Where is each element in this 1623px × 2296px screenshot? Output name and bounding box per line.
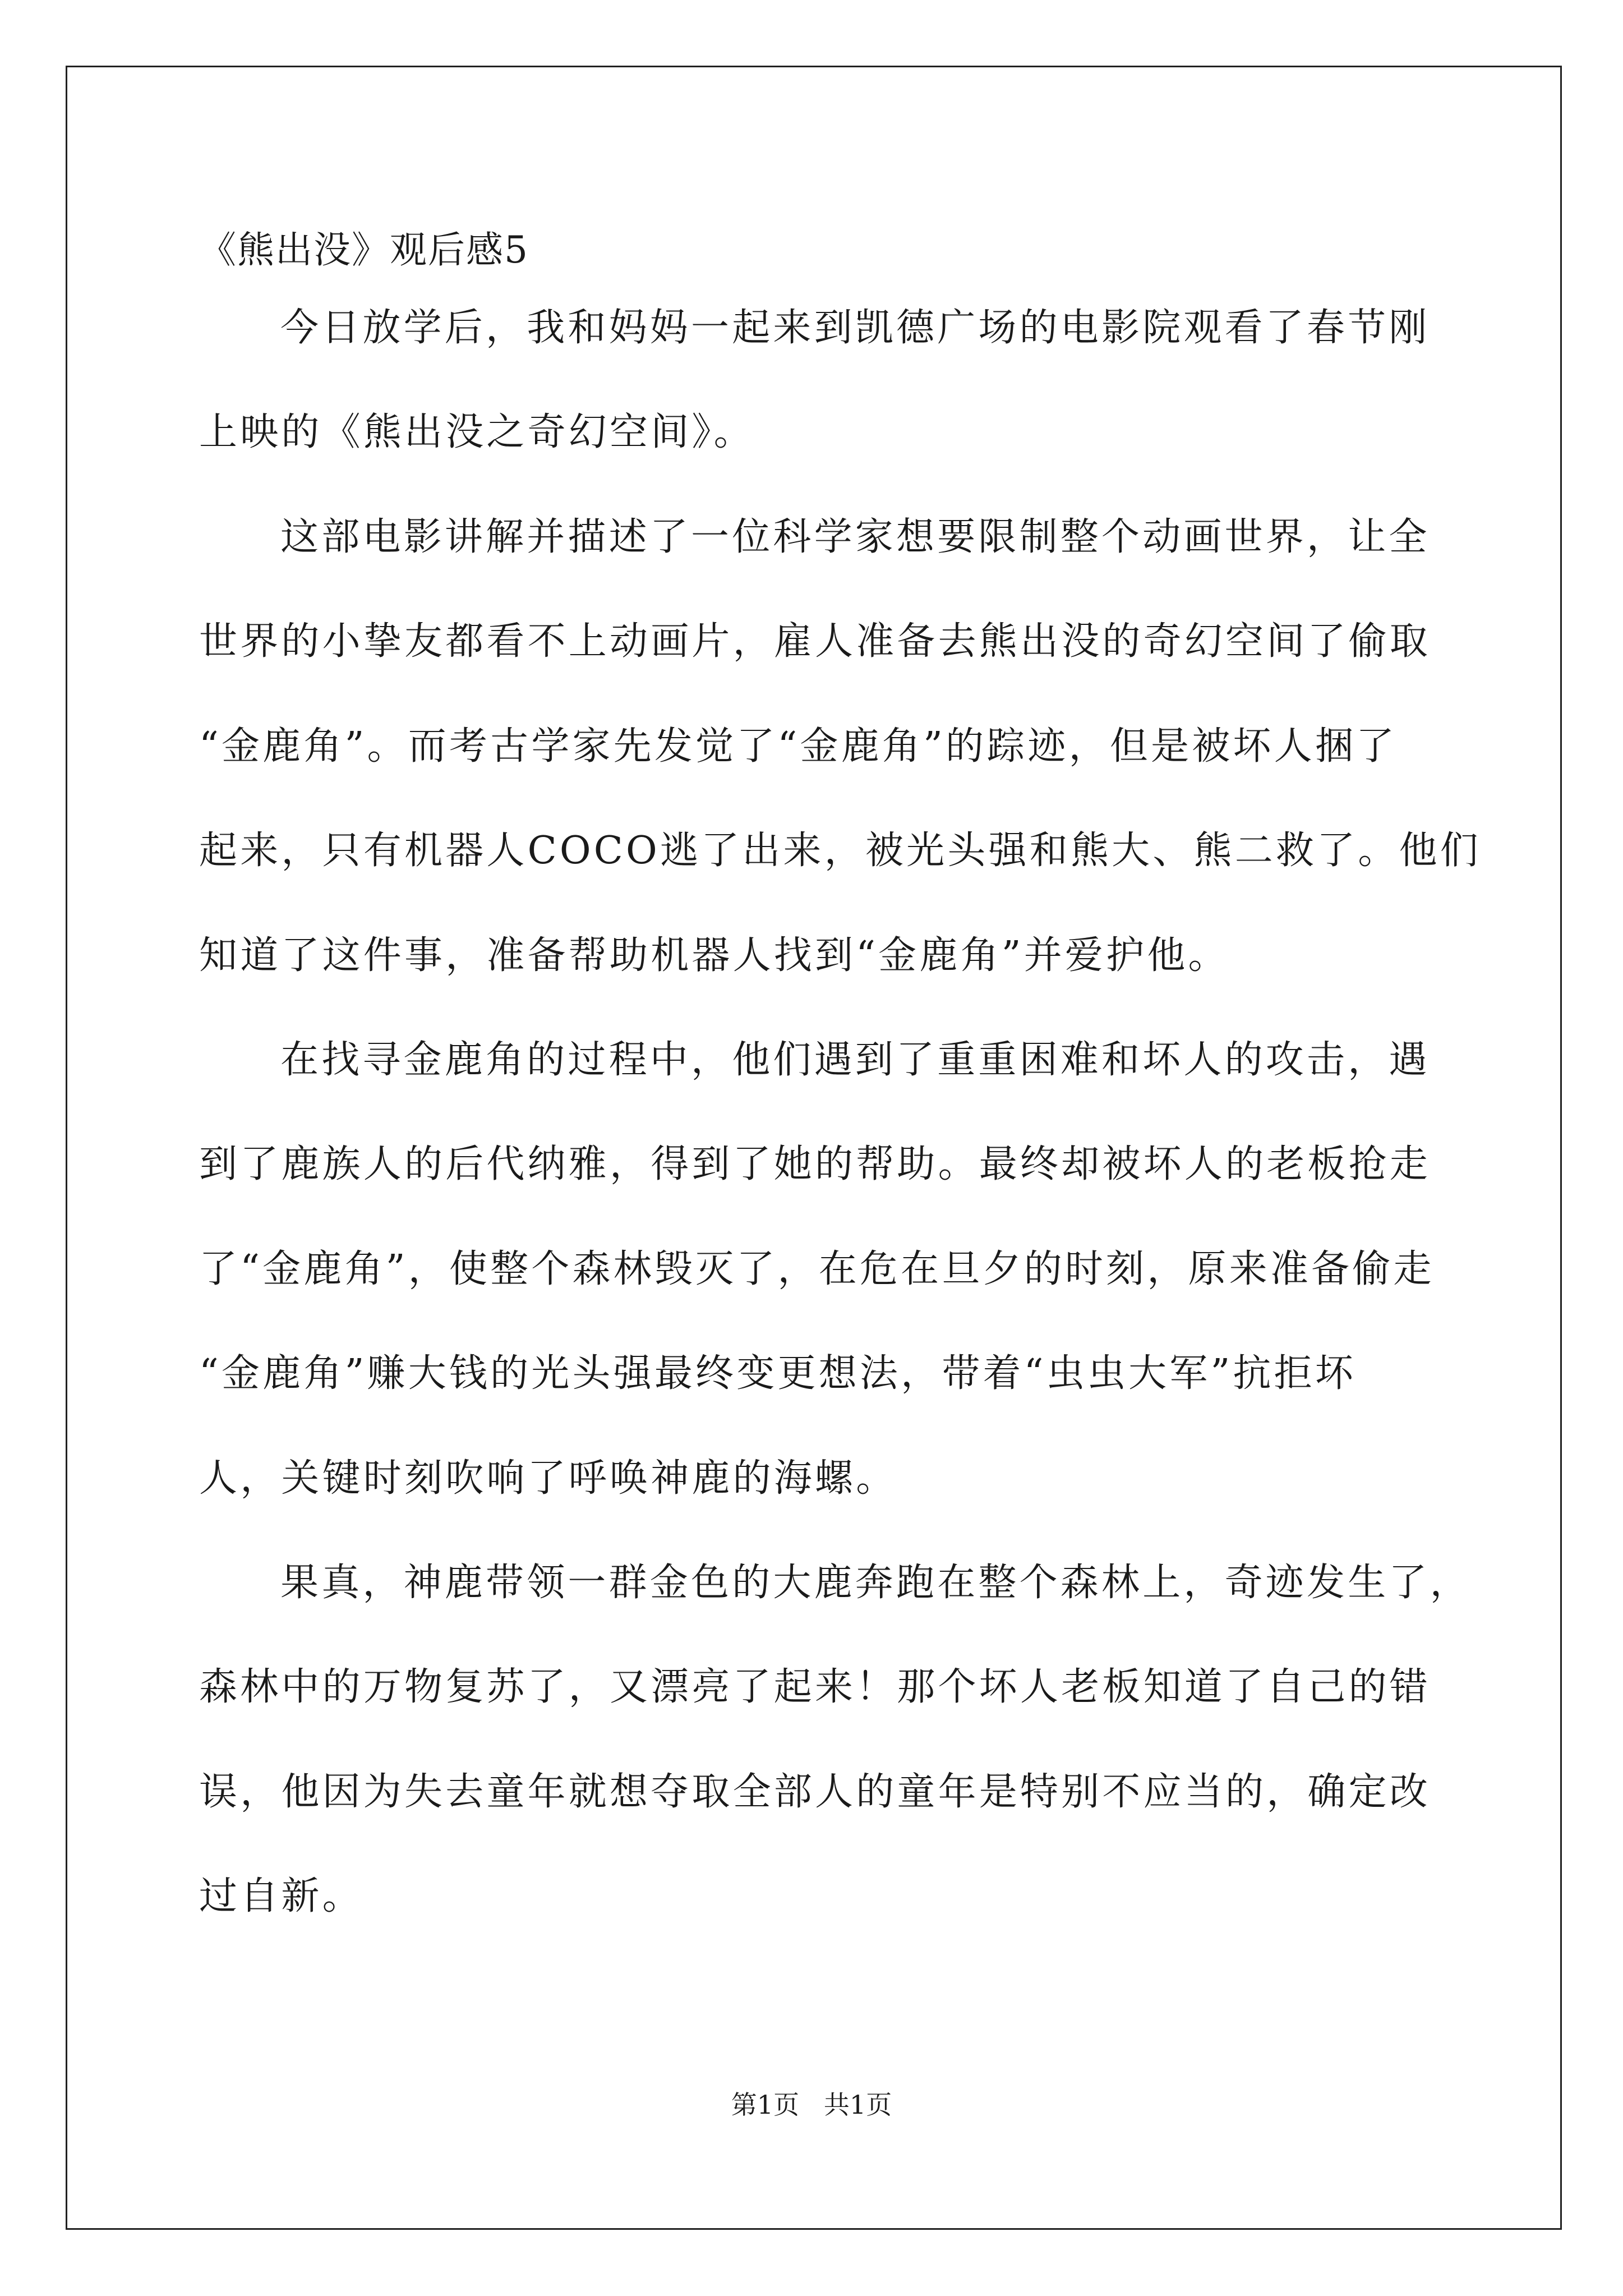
paragraph-2-line-4: 起来，只有机器人COCO逃了出来，被光头强和熊大、熊二救了。他们 — [199, 829, 1481, 873]
paragraph-4-line-3: 误，他因为失去童年就想夺取全部人的童年是特别不应当的，确定改 — [199, 1770, 1431, 1814]
paragraph-2-line-3: “金鹿角”。而考古学家先发觉了“金鹿角”的踪迹，但是被坏人捆了 — [199, 724, 1398, 769]
paragraph-4-line-4: 过自新。 — [199, 1874, 363, 1918]
document-title: 《熊出没》观后感5 — [199, 228, 529, 272]
paragraph-4-line-1: 果真，神鹿带领一群金色的大鹿奔跑在整个森林上，奇迹发生了， — [280, 1561, 1471, 1605]
paragraph-3-line-5: 人，关键时刻吹响了呼唤神鹿的海螺。 — [199, 1456, 897, 1501]
paragraph-3-line-3: 了“金鹿角”，使整个森林毁灭了，在危在旦夕的时刻，原来准备偷走 — [199, 1247, 1435, 1291]
paragraph-4-line-2: 森林中的万物复苏了，又漂亮了起来！那个坏人老板知道了自己的错 — [199, 1665, 1431, 1709]
page-footer: 第1页 共1页 — [731, 2090, 892, 2120]
paragraph-1-line-1: 今日放学后，我和妈妈一起来到凯德广场的电影院观看了春节刚 — [280, 306, 1430, 350]
paragraph-1-line-2: 上映的《熊出没之奇幻空间》。 — [199, 410, 755, 454]
paragraph-2-line-2: 世界的小挚友都看不上动画片，雇人准备去熊出没的奇幻空间了偷取 — [199, 619, 1431, 664]
paragraph-2-line-1: 这部电影讲解并描述了一位科学家想要限制整个动画世界，让全 — [280, 515, 1430, 559]
paragraph-3-line-4: “金鹿角”赚大钱的光头强最终变更想法，带着“虫虫大军”抗拒坏 — [199, 1351, 1357, 1396]
paragraph-2-line-5: 知道了这件事，准备帮助机器人找到“金鹿角”并爱护他。 — [199, 933, 1229, 978]
paragraph-3-line-1: 在找寻金鹿角的过程中，他们遇到了重重困难和坏人的攻击，遇 — [280, 1038, 1430, 1082]
paragraph-3-line-2: 到了鹿族人的后代纳雅，得到了她的帮助。最终却被坏人的老板抢走 — [199, 1142, 1431, 1186]
